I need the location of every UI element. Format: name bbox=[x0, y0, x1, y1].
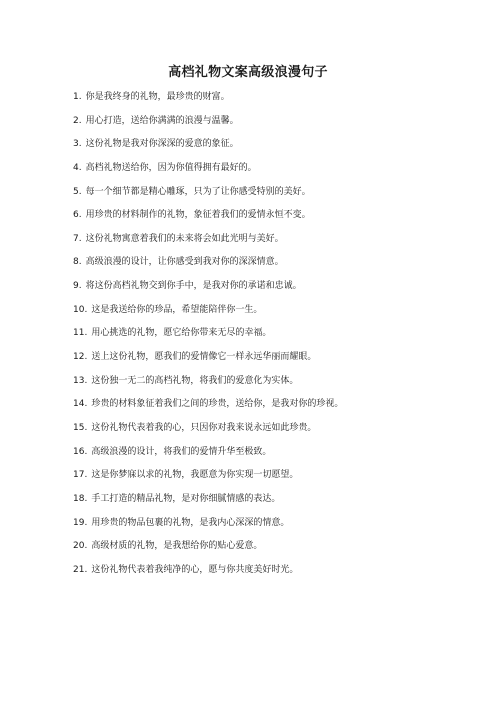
item-text: 这份礼物寓意着我们的未来将会如此光明与美好。 bbox=[85, 233, 284, 244]
list-item bbox=[73, 327, 483, 351]
item-number: 12. bbox=[73, 352, 88, 363]
item-text: 这是我送给你的珍品，希望能陪伴你一生。 bbox=[91, 304, 263, 315]
list-item bbox=[73, 540, 483, 564]
item-text: 这份礼物是我对你深深的爱意的象征。 bbox=[85, 139, 239, 150]
list-item bbox=[73, 280, 483, 304]
item-text: 用珍贵的物品包裹的礼物，是我内心深深的情意。 bbox=[91, 517, 290, 528]
list-item bbox=[73, 209, 483, 233]
item-text: 这份礼物代表着我纯净的心，愿与你共度美好时光。 bbox=[91, 564, 299, 575]
document-title: 高档礼物文案高级浪漫句子 bbox=[168, 65, 328, 80]
item-text: 高级浪漫的设计，将我们的爱情升华至极致。 bbox=[91, 446, 272, 457]
list-item bbox=[73, 351, 483, 375]
list-item bbox=[73, 233, 483, 257]
list-item bbox=[73, 162, 483, 186]
item-number: 7. bbox=[73, 233, 82, 244]
item-number: 6. bbox=[73, 210, 82, 221]
list-item bbox=[73, 115, 483, 139]
item-number: 18. bbox=[73, 493, 88, 504]
item-text: 这份独一无二的高档礼物，将我们的爱意化为实体。 bbox=[91, 375, 299, 386]
item-text: 珍贵的材料象征着我们之间的珍贵，送给你，是我对你的珍视。 bbox=[91, 399, 344, 410]
item-number: 16. bbox=[73, 446, 88, 457]
item-number: 8. bbox=[73, 257, 82, 268]
item-text: 用心挑选的礼物，愿它给你带来无尽的幸福。 bbox=[91, 328, 272, 339]
item-text: 送上这份礼物，愿我们的爱情像它一样永远华丽而耀眼。 bbox=[91, 352, 317, 363]
item-text: 高档礼物送给你，因为你值得拥有最好的。 bbox=[85, 162, 257, 173]
list-item bbox=[73, 422, 483, 446]
item-number: 21. bbox=[73, 564, 88, 575]
item-text: 用珍贵的材料制作的礼物，象征着我们的爱情永恒不变。 bbox=[85, 210, 311, 221]
item-number: 10. bbox=[73, 304, 88, 315]
list-item bbox=[73, 375, 483, 399]
item-text: 你是我终身的礼物，最珍贵的财富。 bbox=[85, 92, 230, 102]
list-item bbox=[73, 256, 483, 280]
item-text: 每一个细节都是精心雕琢，只为了让你感受特别的美好。 bbox=[85, 186, 311, 197]
sentence-list bbox=[73, 91, 483, 587]
item-number: 13. bbox=[73, 375, 88, 386]
item-text: 这份礼物代表着我的心，只因你对我来说永远如此珍贵。 bbox=[91, 422, 317, 433]
item-number: 14. bbox=[73, 399, 88, 410]
item-number: 11. bbox=[73, 328, 88, 339]
list-item bbox=[73, 398, 483, 422]
list-item bbox=[73, 493, 483, 517]
item-text: 高级浪漫的设计，让你感受到我对你的深深情意。 bbox=[85, 257, 284, 268]
list-item bbox=[73, 91, 483, 115]
item-number: 1. bbox=[73, 92, 82, 102]
item-text: 手工打造的精品礼物，是对你细腻情感的表达。 bbox=[91, 493, 281, 504]
item-text: 这是你梦寐以求的礼物，我愿意为你实现一切愿望。 bbox=[91, 470, 299, 481]
item-number: 19. bbox=[73, 517, 88, 528]
list-item bbox=[73, 304, 483, 328]
list-item bbox=[73, 564, 483, 588]
item-text: 将这份高档礼物交到你手中，是我对你的承诺和忠诚。 bbox=[85, 281, 302, 292]
item-text: 高级材质的礼物，是我想给你的贴心爱意。 bbox=[91, 541, 263, 552]
item-number: 3. bbox=[73, 139, 82, 150]
list-item bbox=[73, 186, 483, 210]
list-item bbox=[73, 469, 483, 493]
item-number: 20. bbox=[73, 541, 88, 552]
item-number: 9. bbox=[73, 281, 82, 292]
item-text: 用心打造，送给你满满的浪漫与温馨。 bbox=[85, 115, 239, 126]
item-number: 17. bbox=[73, 470, 88, 481]
list-item bbox=[73, 138, 483, 162]
item-number: 4. bbox=[73, 162, 82, 173]
item-number: 5. bbox=[73, 186, 82, 197]
item-number: 15. bbox=[73, 422, 88, 433]
list-item bbox=[73, 446, 483, 470]
item-number: 2. bbox=[73, 115, 82, 126]
list-item bbox=[73, 517, 483, 541]
